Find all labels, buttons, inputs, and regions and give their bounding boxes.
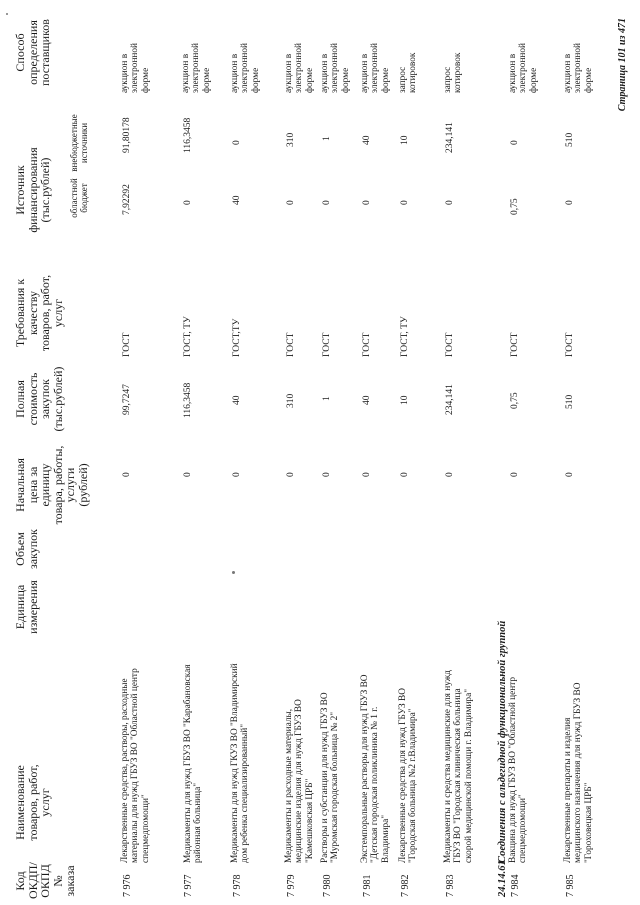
row-total: 116,3458 [183, 382, 193, 418]
row-price: 0 [445, 472, 455, 477]
row-total: 310 [286, 393, 296, 408]
row-price: 0 [510, 472, 520, 477]
row-total: 0,75 [510, 392, 520, 409]
row-regional: 0 [565, 200, 575, 205]
row-extra: 310 [286, 132, 296, 147]
header-total: Полная стоимость закупок (тыс.рублей) [13, 366, 65, 432]
row-extra: 1 [322, 136, 332, 141]
row-method: аукцион в электронной форме [230, 42, 261, 93]
row-method: аукцион в электронной форме [120, 42, 151, 93]
row-price: 0 [322, 472, 332, 477]
row-extra: 0 [232, 140, 242, 145]
row-extra: 234,141 [445, 122, 455, 153]
row-extra: 0 [510, 140, 520, 145]
header-volume: Объем закупок [13, 529, 40, 569]
row-total: 1 [322, 396, 332, 401]
row-regional: 0 [286, 200, 296, 205]
row-requirements: ГОСТ [362, 332, 372, 357]
row-method: запрос котировок [398, 52, 419, 93]
row-regional: 0 [362, 200, 372, 205]
row-name: Вакцина для нужд ГБУЗ ВО "Областной центр спецмедпомощи" [508, 676, 529, 863]
row-total: 40 [232, 395, 242, 405]
row-price: 0 [565, 472, 575, 477]
row-regional: 7,92292 [122, 184, 132, 215]
row-code: 7 977 [183, 874, 194, 897]
row-extra: 116,3458 [183, 117, 193, 153]
header-unit: Единица измерения [13, 580, 40, 634]
row-total: 510 [565, 394, 575, 409]
row-method: аукцион в электронной форме [320, 42, 351, 93]
row-requirements: ГОСТ, ТУ [400, 316, 410, 357]
scan-speck [6, 13, 8, 15]
row-requirements: ГОСТ [322, 332, 332, 357]
row-regional: 0 [322, 200, 332, 205]
row-price: 0 [122, 472, 132, 477]
row-method: аукцион в электронной форме [563, 42, 594, 93]
header-funding-regional: областной бюджет [69, 178, 89, 218]
row-extra: 40 [362, 135, 372, 145]
row-requirements: ГОСТ [445, 332, 455, 357]
header-requirements: Требования к качеству товаров, работ, услуг [13, 274, 65, 352]
row-method: аукцион в электронной форме [360, 42, 391, 93]
row-code: 7 978 [232, 874, 243, 897]
row-extra: 510 [565, 132, 575, 147]
header-code: Код ОКДП/ ОКПД № заказа [13, 862, 77, 899]
row-method: аукцион в электронной форме [508, 42, 539, 93]
row-method: запрос котировок [443, 52, 464, 93]
page-footer: Страница 101 из 471 [617, 18, 628, 112]
row-method: аукцион в электронной форме [181, 42, 212, 93]
row-code: 7 979 [286, 874, 297, 897]
row-total: 99,7247 [122, 384, 132, 415]
row-regional: 40 [232, 195, 242, 205]
row-total: 10 [400, 395, 410, 405]
row-price: 0 [362, 472, 372, 477]
row-name: Медикаменты и расходные материалы, медицинские изделия для нужд ГБУЗ ВО "Камешковская ЦРБ" [284, 699, 315, 863]
row-extra: 10 [400, 135, 410, 145]
row-code: 7 976 [122, 874, 133, 897]
row-name: Лекарственные средства, растворы, расходные материалы для нужд ГБУЗ ВО "Областной центр спецмедпомощи" [120, 668, 151, 863]
row-code: 7 980 [322, 874, 333, 897]
row-price: 0 [400, 472, 410, 477]
row-method: аукцион в электронной форме [284, 42, 315, 93]
row-price: 0 [183, 472, 193, 477]
row-regional: 0 [400, 200, 410, 205]
row-regional: 0 [445, 200, 455, 205]
row-requirements: ГОСТ [510, 332, 520, 357]
row-requirements: ГОСТ [122, 332, 132, 357]
row-price: 0 [286, 472, 296, 477]
row-requirements: ГОСТ [286, 332, 296, 357]
row-name: Лекарственные препараты и изделия медицинского назначения для нужд ГБУЗ ВО "Гороховецкая ЦРБ" [563, 682, 594, 863]
row-requirements: ГОСТ, ТУ [183, 316, 193, 357]
header-funding: Источник финансирования (тыс.рублей) [13, 147, 52, 233]
row-total: 40 [362, 395, 372, 405]
row-name: Медикаменты для нужд ГБУЗ ВО "Карабановская районная больница" [183, 664, 204, 863]
group-code: 24.14.61 [497, 860, 508, 897]
header-funding-extra: внебюджетные источники [69, 114, 89, 172]
row-name: Экстемпоральные растворы для нужд ГБУЗ ВО "Детская городская поликлиника № 1 г. Владимира" [360, 674, 391, 863]
row-requirements: ГОСТ,ТУ [232, 318, 242, 357]
header-method: Способ определения поставщиков [13, 19, 52, 86]
row-extra: 91,80178 [122, 117, 132, 153]
row-regional: 0 [183, 200, 193, 205]
row-code: 7 983 [445, 874, 456, 897]
header-price: Начальная цена за единицу товара, работы, услуги (рублей) [13, 445, 90, 525]
row-name: Растворы и субстанции для нужд ГБУЗ ВО "Муромская городская больница № 2" [320, 692, 341, 863]
row-code: 7 981 [362, 874, 373, 897]
row-code: 7 985 [565, 874, 576, 897]
row-code: 7 984 [510, 874, 521, 897]
row-code: 7 982 [400, 874, 411, 897]
scan-speck [232, 571, 235, 574]
row-price: 0 [232, 472, 242, 477]
row-name: Медикаменты для нужд ГКУЗ ВО "Владимирский дом ребенка специализированный" [230, 663, 251, 863]
row-name: Медикаменты и средства медицинские для нужд ГБУЗ ВО "Городская клиническая больница скорой медицинской помощи г. Владимира" [443, 670, 474, 863]
group-title: Соединения с альдегидной функциональной группой [497, 620, 508, 863]
row-total: 234,141 [445, 384, 455, 415]
row-name: Лекарственные средства для нужд ГБУЗ ВО "Городская больница №2 г.Владимира" [398, 688, 419, 863]
row-regional: 0,75 [510, 198, 520, 215]
row-requirements: ГОСТ [565, 332, 575, 357]
header-name: Наименование товаров, работ, услуг [13, 764, 52, 841]
